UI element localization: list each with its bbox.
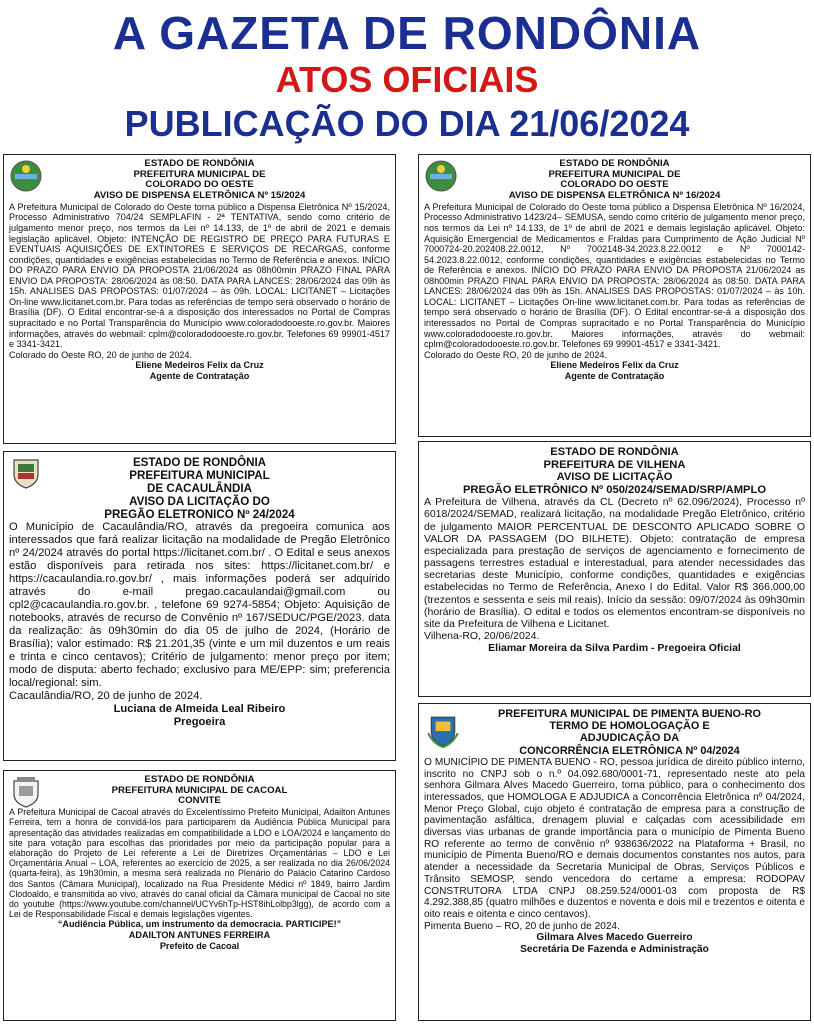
notice-title: AVISO DE DISPENSA ELETRÔNICA Nº 16/2024 <box>508 190 721 202</box>
notice-municipality: PREFEITURA MUNICIPAL DE <box>548 168 681 180</box>
signatory-name: Luciana de Almeida Leal Ribeiro <box>113 702 286 715</box>
colorado-coat-of-arms-icon <box>9 159 43 193</box>
notice-colorado-15 <box>3 154 396 444</box>
notice-title: PREGÃO ELETRÔNICO Nº 050/2024/SEMAD/SRP/AMPLO <box>462 483 767 496</box>
notice-state: ESTADO DE RONDÔNIA <box>144 158 255 169</box>
notice-body: A Prefeitura Municipal de Colorado do Oeste torna público a Dispensa Eletrônica Nº 16/2024, Processo Administrativo 1423/24– SEMUSA, sendo como critério de julgamento menor preço, nos termos da Lei nº 14.133, de 1º de abril de 2021 e demais legislação aplicável. Objeto: Aquisição Emergencial de Medicamentos e Fraldas para Cumprimento de Ação Judicial Nº 7000724-20.202408.22.0012, Nº 7002148-34.2023.8.22.0012 e Nº 7000142-54.2023.8.22.0012, conforme condições, quantidades e exigências estabelecidas no Termo de Referência e anexos. INÍCIO DO PRAZO PARA ENVIO DA PROPOSTA 21/06/2024 as 08h00min PRAZO FINAL PARA ENVIO DA PROPOSTA: 28/06/2024 às 08:50. DATA PARA LANCES: 28/06/2024 das 09h às 15h. ANALISES DAS PROPOSTAS: 01/07/2024 – às 10h. LOCAL: LICITANET – Licitações On-line www.licitanet.com.br. Para todas as referências de tempo será observado o horário de Brasília (DF). O Edital encontrar-se-á a disposição dos interessados no Portal de Compras supracitado e no Portal Transparência do Município www.coloradodooeste.ro.gov.br. Maiores informações, através do webmail: cplm@coloradodooeste.ro.gov.br. Telefones 69 99901-4517 e 3341-3421. <box>424 201 805 350</box>
signatory-name: ADAILTON ANTUNES FERREIRA <box>128 930 271 941</box>
signatory-role: Agente de Contratação <box>564 371 665 382</box>
notice-municipality: PREFEITURA MUNICIPAL DE CACOAL <box>111 784 288 796</box>
notice-type: AVISO DE LICITAÇÃO <box>556 471 673 484</box>
section-title: ATOS OFICIAIS <box>275 59 539 100</box>
notice-municipality: PREFEITURA DE VILHENA <box>543 458 686 471</box>
cacoal-coat-of-arms-icon <box>9 775 43 809</box>
notice-title: CONCORRÊNCIA ELETRÔNICA Nº 04/2024 <box>519 744 740 757</box>
signatory-role: Secretária De Fazenda e Administração <box>520 944 709 956</box>
notice-place-date: Colorado do Oeste RO, 20 de junho de 2024. <box>9 349 193 360</box>
notice-cacoal <box>3 770 396 1021</box>
notice-body: O MUNICÍPIO DE PIMENTA BUENO - RO, pessoa jurídica de direito público interno, inscrito no CNPJ sob o n.º 04.092.680/0001-71, representado neste ato pela senhora Gilmara Alves Macedo Guerreiro, torna público, para o conhecimento dos interessados, que HOMOLOGA E ADJUDICA a Concorrência Eletrônica nº 04/2024, Menor Preço Global, cujo objeto é contratação de empresa para a construção de pavimentação asfáltica, drenagem pluvial e calçadas com acessibilidade em diversas vias urbanas de grande importância para o município de Pimenta Bueno RO referente ao termo de convênio nº 938636/2022 na Plataforma + Brasil, no município de Pimenta Bueno/RO e demais documentos constantes nos autos, para atender a necessidade da Secretaria Municipal de Obras, Serviços Públicos e Trânsito SEMOSP, sendo vencedora do certame a empresa: RODOPAV CONSTRUTORA LTDA CNPJ 08.259.524/0001-03 com proposta de R$ 4.292.388,85 (quatro milhões e duzentos e noventa e dois mil e trezentos e oitenta e oito reais e oitenta e cinco centavos). <box>424 756 805 920</box>
notice-title: AVISO DA LICITAÇÃO DO <box>129 494 270 508</box>
publication-date: PUBLICAÇÃO DO DIA 21/06/2024 <box>124 103 690 144</box>
signatory-name: Gilmara Alves Macedo Guerreiro <box>536 932 693 944</box>
notice-pimenta-bueno <box>418 703 811 1021</box>
notice-vilhena <box>418 441 811 697</box>
notice-state: ESTADO DE RONDÔNIA <box>144 774 255 785</box>
signatory-role: Pregoeira <box>173 716 226 729</box>
notice-municipality-name: DE CACAULÂNDIA <box>147 481 252 495</box>
notice-municipality: PREFEITURA MUNICIPAL DE <box>133 168 266 180</box>
pimenta-bueno-coat-of-arms-icon <box>425 710 461 750</box>
masthead <box>0 0 814 150</box>
notice-type: TERMO DE HOMOLOGAÇÃO E <box>549 720 710 733</box>
notice-place-date: Colorado do Oeste RO, 20 de junho de 2024. <box>424 349 608 360</box>
signatory-role: Agente de Contratação <box>149 371 250 382</box>
notice-body: A Prefeitura de Vilhena, através da CL (Decreto nº 62.096/2024), Processo nº 6018/2024/SEMAD, realizará licitação, na modalidade Pregão Eletrônico, critério de julgamento MAIOR PERCENTUAL DE DESCONTO APLICADO SOBRE O VALOR DA PASSAGEM (DO BILHETE). Objeto: contratação de empresa especializada para prestação de serviços de agenciamento e fornecimento de passagens terrestres estadual e interestadual, para atender necessidades das secretarias deste Município, conforme condições, quantidades e exigências estabelecidas no Termo de Referência, Anexo I do Edital. Valor R$ 366.000,00 (trezentos e sessenta e seis mil reais). Início da sessão: 09/07/2024 às 09h30min (horário de Brasília). O edital e todos os elementos encontram-se disponíveis no site da Prefeitura de Vilhena e Licitanet. <box>424 496 805 630</box>
notice-colorado-16 <box>418 154 811 437</box>
notice-slogan: “Audiência Pública, um instrumento da democracia. PARTICIPE!” <box>57 919 342 930</box>
notice-body: A Prefeitura Municipal de Colorado do Oeste torna público a Dispensa Eletrônica Nº 15/2024, Processo Administrativo 704/24 SEMPLAFIN - 2ª TENTATIVA, sendo como critério de julgamento menor preço, nos termos da Lei nº 14.133, de 1º de abril de 2021 e demais legislação aplicável. Objeto: INTENÇÃO DE REGISTRO DE PREÇO PARA FUTURAS E EVENTUAIS AQUISIÇÕES DE EXTINTORES E SERVIÇOS DE RECARGAS, conforme condições, quantidades e exigências estabelecidas no Termo de Referência e anexos. INÍCIO DO PRAZO PARA ENVIO DA PROPOSTA 21/06/2024 as 08h00min PRAZO FINAL PARA ENVIO DA PROPOSTA: 28/06/2024 às 08:50. DATA PARA LANCES: 28/06/2024 das 09h às 15h. ANALISES DAS PROPOSTAS: 01/07/2024 – às 09h. LOCAL: LICITANET – Licitações On-line www.licitanet.com.br. Para todas as referências de tempo será observado o horário de Brasília (DF). O Edital encontrar-se-á a disposição dos interessados no Portal de Compras supracitado e no Portal Transparência do Município www.coloradodooeste.ro.gov.br. Maiores informações, através do webmail: cplm@coloradodooeste.ro.gov.br. Telefones 69 99901-4517 e 3341-3421. <box>9 201 390 350</box>
signatory-role: Prefeito de Cacoal <box>159 941 240 952</box>
notice-municipality: PREFEITURA MUNICIPAL DE PIMENTA BUENO-RO <box>498 708 761 720</box>
notice-place-date: Pimenta Bueno – RO, 20 de junho de 2024. <box>424 920 620 932</box>
notice-type-cont: ADJUDICAÇÃO DA <box>579 732 680 745</box>
colorado-coat-of-arms-icon <box>424 159 458 193</box>
notice-title-number: PREGÃO ELETRONICO Nº 24/2024 <box>104 507 295 521</box>
notice-body: A Prefeitura Municipal de Cacoal através do Excelentíssimo Prefeito Municipal, Adailton Antunes Ferreira, tem a honra de convidá-los para participarem da Audiência Pública Municipal para apresentação das atividades realizadas em compatibilidade a LDO e LOA/2024 e lançamento do site para votação para escolhas das prioridades por meio da participação popular para a elaboração do Projeto de Lei referente a Lei de Diretrizes Orçamentárias – LDO e Lei Orçamentária Anual – LOA, referentes ao exercício de 2025, a ser realizada no dia 26/06/2024 (quarta-feira), às 19h30min, a mesma será realizada no Plenário do Palácio Catarino Cardoso dos Santos (Câmara Municipal), localizado na Rua Presidente Médici nº 1849, bairro Jardim Clodoaldo, e transmitida ao vivo, através do canal oficial da Câmara municipal de Cacoal no site do youtube (https://www.youtube.com/channel/UCYv6hTp-HST8ihLolbp3lgg), de acordo com a Lei de Responsabilidade Fiscal e demais legislações vigentes. <box>9 807 390 920</box>
notice-body: O Município de Cacaulândia/RO, através da pregoeira comunica aos interessados que fará realizar licitação na modalidade de Pregão Eletrônico nº 24/2024 através do portal https://licitanet.com.br/ . O Edital e seus anexos estão disponíveis para retirada nos sites: https://licitanet.com.br/ e https://cacaulandia.ro.gov.br/ , mais informações poderá ser adquirido através do e-mail pregao.cacaulandai@gmail.com ou cpl2@cacaulandia.ro.gov.br. , telefone 69 9274-5854; Objeto: Aquisição de notebooks, através de recurso de Convênio nº 167/SEDUC/PGE/2023. data da realização: às 09h30min do dia 05 de julho de 2024, (Horário de Brasília); valor estimado: R$ 21.201,35 (vinte e um mil duzentos e um reais e trinta e cinco centavos); Critério de julgamento: menor preço por item; modo de disputa: aberto fechado; exclusivo para ME/EPP: sim; preferencia local/regional: sim. <box>9 520 390 689</box>
notice-cacaulandia <box>3 451 396 761</box>
notice-place-date: Cacaulândia/RO, 20 de junho de 2024. <box>9 689 203 702</box>
notice-state: ESTADO DE RONDÔNIA <box>550 446 679 458</box>
notice-title: CONVITE <box>178 795 221 807</box>
signatory-name: Eliene Medeiros Felix da Cruz <box>135 360 264 371</box>
newspaper-title: A GAZETA DE RONDÔNIA <box>112 7 702 59</box>
notice-state: ESTADO DE RONDÔNIA <box>132 456 267 469</box>
signatory-name: Eliamar Moreira da Silva Pardim - Pregoeira Oficial <box>488 642 741 655</box>
notice-place-date: Vilhena-RO, 20/06/2024. <box>424 630 540 643</box>
signatory-name: Eliene Medeiros Felix da Cruz <box>550 360 679 371</box>
notice-title: AVISO DE DISPENSA ELETRÔNICA Nº 15/2024 <box>93 190 306 202</box>
notice-municipality-name: COLORADO DO OESTE <box>560 179 669 191</box>
cacaulandia-coat-of-arms-icon <box>9 456 43 490</box>
notice-municipality: PREFEITURA MUNICIPAL <box>129 468 270 482</box>
notice-municipality-name: COLORADO DO OESTE <box>145 179 254 191</box>
notice-state: ESTADO DE RONDÔNIA <box>559 158 670 169</box>
